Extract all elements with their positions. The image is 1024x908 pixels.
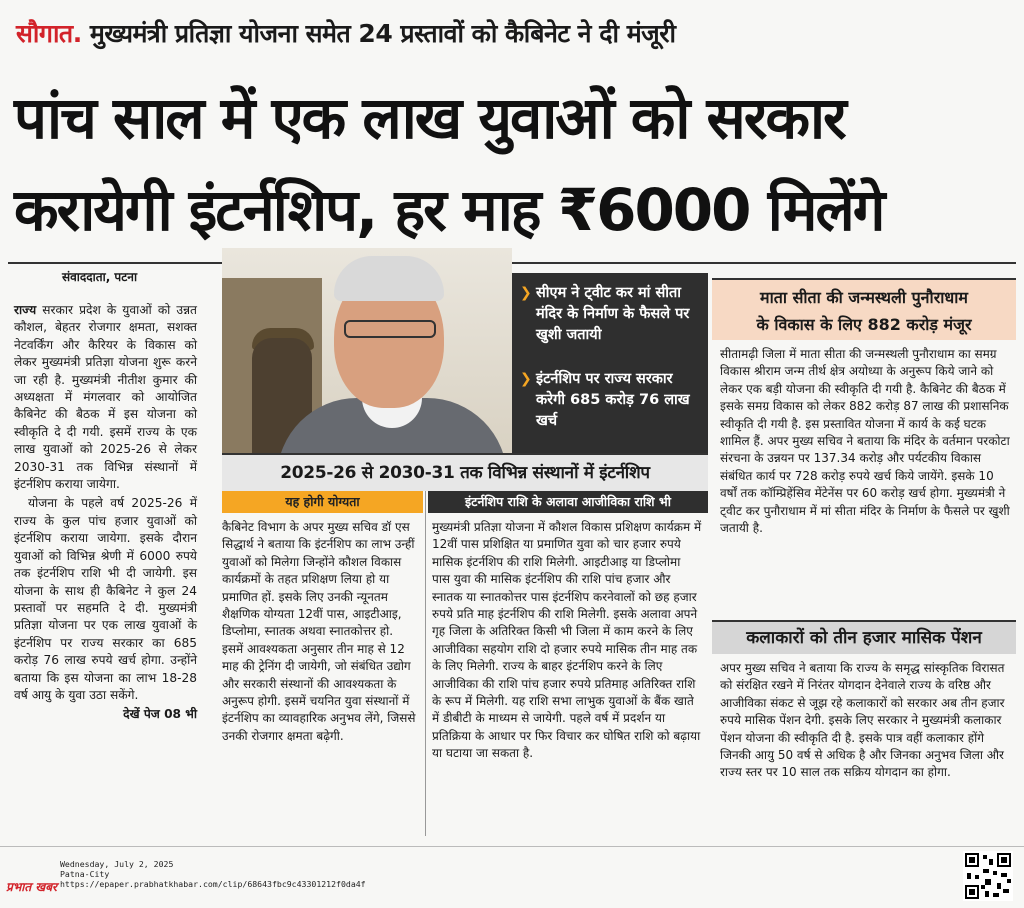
photo-hair bbox=[334, 256, 444, 301]
qr-code-icon[interactable] bbox=[963, 851, 1013, 901]
see-page-link[interactable]: देखें पेज 08 भी bbox=[123, 707, 197, 722]
chevron-right-icon: ❯ bbox=[520, 371, 532, 387]
headline-line-2: करायेगी इंटर्नशिप, हर माह ₹6000 मिलेंगे bbox=[14, 176, 884, 244]
sita-heading-line-2: के विकास के लिए 882 करोड़ मंजूर bbox=[756, 315, 972, 334]
artists-article bbox=[720, 660, 1012, 782]
internship-band-heading: 2025-26 से 2030-31 तक विभिन्न संस्थानों में इंटर्नशिप bbox=[222, 453, 708, 491]
lead-word: राज्य bbox=[14, 303, 37, 317]
headline bbox=[14, 72, 1014, 256]
clip-date: Wednesday, July 2, 2025 bbox=[60, 859, 174, 869]
headline-line-1: पांच साल में एक लाख युवाओं को सरकार bbox=[14, 84, 845, 152]
footer-rule bbox=[0, 846, 1024, 847]
sita-heading-line-1: माता सीता की जन्मस्थली पुनौराधाम bbox=[760, 288, 968, 307]
lead-paragraph-2: योजना के पहले वर्ष 2025-26 में राज्य के कुल पांच हजार युवाओं को इंटर्नशिप कराया जायेगा. इसके दौरान युवाओं को विभिन्न श्रेणी में 6000 रुपये तक इंटर्नशिप राशि भी दी जायेगी. इस योजना के साथ ही कैबिनेट ने कुल 24 प्रस्तावों पर सहमति दे दी. मुख्यमंत्री प्रतिज्ञा योजना पर एक लाख युवाओं के इंटर्नशिप पर राज्य सरकार का 685 करोड़ 76 लाख रुपये खर्च होगा. उन्होंने बताया कि इस योजना का लाभ 18-28 वर्ष आयु के युवा उठा सकेंगे. bbox=[14, 496, 197, 702]
artists-body: अपर मुख्य सचिव ने बताया कि राज्य के समृद्ध सांस्कृतिक विरासत को संरक्षित रखने में निरंतर योगदान देनेवाले राज्य के वरिष्ठ और आजीविका संकट से जूझ रहे कलाकारों को सरकार अब तीन हजार रुपये मासिक पेंशन देगी. इसके लिए सरकार ने मुख्यमंत्री कलाकार पेंशन योजना की स्वीकृति दी है. इसके पात्र वहीं कलाकार होंगे जिनकी आयु 50 वर्ष से अधिक है और जिनका अनुभव जिला और राज्य स्तर पर 10 साल तक सक्रिय योगदान का होगा. bbox=[720, 661, 1005, 780]
eligibility-article bbox=[222, 519, 418, 745]
sita-heading bbox=[712, 278, 1016, 340]
qr-code-graphic bbox=[963, 851, 1013, 901]
clip-edition: Patna-City bbox=[60, 869, 110, 879]
livelihood-article bbox=[432, 519, 702, 763]
brand-logo: प्रभात खबर bbox=[6, 880, 57, 894]
cm-photo bbox=[222, 248, 512, 453]
clip-url[interactable]: https://epaper.prabhatkhabar.com/clip/68643fbc9c43301212f0da4f bbox=[60, 879, 366, 889]
livelihood-body: मुख्यमंत्री प्रतिज्ञा योजना में कौशल विकास प्रशिक्षण कार्यक्रम में 12वीं पास प्रशिक्षित या प्रमाणित युवा को चार हजार रुपये मासिक इंटर्नशिप की राशि मिलेगी. आइटीआइ या डिप्लोमा पास युवा की मासिक इंटर्नशिप की राशि पांच हजार और स्नातक या स्नातकोत्तर पास इंटर्नशिप करनेवालों को छह हजार रुपये प्रति माह इंटर्नशिप की राशि मिलेगी. इसके अलावा अपने गृह जिला के अतिरिक्त किसी भी जिला में काम करने के लिए आजीविका सहयोग राशि दो हजार रुपये मासिक तीन माह तक के लिए मिलेगी. राज्य के बाहर इंटर्नशिप करने के लिए आजीविका की राशि पांच हजार रुपये प्रतिमाह अतिरिक्त राशि के रूप में मिलेगी. यह राशि सभा लाभुक युवाओं के बैंक खाते में डीबीटी के माध्यम से जायेगी. पहले वर्ष में प्रदर्शन या प्रतिक्रिया के आधार पर फिर विचार कर घोषित राशि को बढ़ाया या घटाया जा सकता है. bbox=[432, 520, 702, 761]
highlight-item bbox=[520, 283, 706, 346]
highlight-item bbox=[520, 369, 706, 432]
chevron-right-icon: ❯ bbox=[520, 285, 532, 301]
lead-text-1: सरकार प्रदेश के युवाओं को उन्नत कौशल, बेहतर रोजगार क्षमता, सशक्त नेटवर्किंग और कैरियर के विकास को लेकर मुख्यमंत्री प्रतिज्ञा योजना शुरू करने जा रही है. मुख्यमंत्री नीतीश कुमार की अध्यक्षता में मंगलवार को आयोजित कैबिनेट की बैठक में इस योजना को स्वीकृति दे दी गयी. इसमें राज्य के एक लाख युवाओं को 2025-26 से लेकर 2030-31 तक विभिन्न संस्थानों में इंटर्नशिप कराया जायेगा. bbox=[14, 303, 197, 492]
kicker-tag: सौगात bbox=[16, 19, 73, 48]
kicker-text: मुख्यमंत्री प्रतिज्ञा योजना समेत 24 प्रस्तावों को कैबिनेट ने दी मंजूरी bbox=[81, 19, 676, 48]
byline: संवाददाता, पटना bbox=[62, 270, 138, 284]
eligibility-body: कैबिनेट विभाग के अपर मुख्य सचिव डॉ एस सिद्धार्थ ने बताया कि इंटर्नशिप का लाभ उन्हीं युवाओं को मिलेगा जिन्होंने कौशल विकास कार्यक्रमों के तहत प्रशिक्षण लिया हो या प्रमाणित हों. इसके लिए उनकी न्यूनतम शैक्षणिक योग्यता 12वीं पास, आइटीआइ, डिप्लोमा, स्नातक अथवा स्नातकोत्तर हो. इसमें आवश्यकता अनुसार तीन माह से 12 माह की ट्रेनिंग दी जायेगी, जो संबंधित उद्योग और सरकारी संस्थानों की आवश्यकता के अनुरूप होगी. इसमें चयनित युवा संस्थानों में इंटर्नशिप का व्यावहारिक अनुभव लेंगे, जिससे उनकी रोजगार क्षमता बढ़ेगी. bbox=[222, 520, 416, 743]
artists-heading: कलाकारों को तीन हजार मासिक पेंशन bbox=[712, 620, 1016, 654]
sita-body: सीतामढ़ी जिला में माता सीता की जन्मस्थली पुनौराधाम का समग्र विकास श्रीराम जन्म तीर्थ क्षेत्र अयोध्या के अनुरूप किये जाने को लेकर एक बड़ी योजना की स्वीकृति दी गयी है. कैबिनेट की बैठक में इसके समग्र विकास को लेकर 882 करोड़ 87 लाख की प्रशासनिक स्वीकृति दी गयी है. इस प्रस्तावित योजना में कार्य के कई घटक शामिल हैं. अपर मुख्य सचिव ने बताया कि मंदिर के वर्तमान परकोटा संरचना के उन्नयन पर 137.34 करोड़ और पर्यटकीय विकास संबंधित कार्य पर 728 करोड़ रुपये खर्च किये जायेंगे. इसके 10 वर्षों तक कॉम्प्रिहेंसिव मेंटेनेंस पर 60 करोड़ खर्च होगा. मुख्यमंत्री ने ट्वीट कर पुनौराधाम में मां सीता मंदिर के निर्माण के फैसले पर खुशी जतायी है. bbox=[720, 347, 1010, 536]
highlights-panel bbox=[512, 273, 708, 453]
column-divider bbox=[425, 491, 426, 836]
highlight-text: इंटर्नशिप पर राज्य सरकार करेगी 685 करोड़ 76 लाख खर्च bbox=[536, 371, 690, 429]
livelihood-heading: इंटर्नशिप राशि के अलावा आजीविका राशि भी bbox=[428, 491, 708, 513]
lead-article bbox=[14, 302, 197, 724]
clip-meta bbox=[60, 859, 366, 889]
kicker-dot: . bbox=[72, 19, 82, 48]
eligibility-heading: यह होगी योग्यता bbox=[222, 491, 423, 513]
sita-article bbox=[720, 346, 1012, 537]
headline-rule bbox=[8, 262, 1016, 264]
photo-glasses bbox=[344, 320, 436, 338]
highlight-text: सीएम ने ट्वीट कर मां सीता मंदिर के निर्माण के फैसले पर खुशी जतायी bbox=[536, 285, 690, 343]
lead-paragraph-1 bbox=[14, 302, 197, 493]
kicker bbox=[16, 16, 1016, 50]
